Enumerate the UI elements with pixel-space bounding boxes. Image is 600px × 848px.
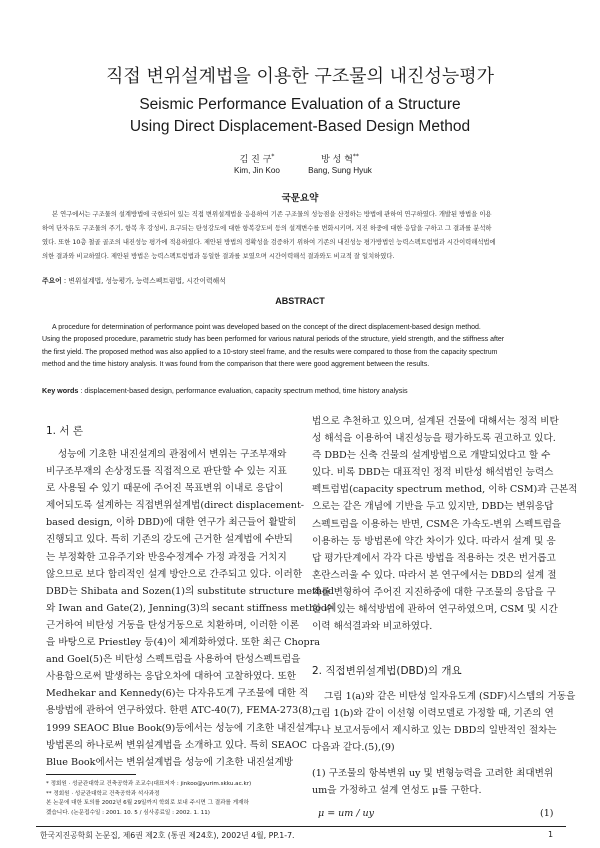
author-1-name-en: Kim, Jin Koo bbox=[234, 166, 280, 175]
author-2-name-ko: 방 성 혁 bbox=[321, 155, 353, 165]
body-line: 그림 1(b)와 같이 이선형 이력모델로 가정할 때, 기존의 연 bbox=[312, 708, 554, 720]
title-english-line-2: Using Direct Displacement-Based Design Method bbox=[129, 118, 471, 135]
korean-keywords-label: 주요어 bbox=[42, 277, 62, 285]
body-line: 이용하는 등 방법론에 약간 차이가 있다. 따라서 설계 및 응 bbox=[312, 535, 556, 547]
body-line: and Goel(5)은 비탄성 스펙트럼을 사용하여 탄성스펙트럼을 bbox=[46, 654, 301, 666]
korean-abstract-heading: 국문요약 bbox=[281, 193, 319, 204]
body-line: 다음과 같다.(5),(9) bbox=[312, 742, 395, 754]
body-line: 않으므로 보다 합리적인 설계 방안으로 간주되고 있다. 이러한 bbox=[46, 568, 303, 580]
body-line: Medhekar and Kennedy(6)는 다자유도계 구조물에 대한 적 bbox=[46, 688, 309, 700]
english-abstract-line: method and the time history analysis. It was found from the comparison that there were good aggrement between the results. bbox=[42, 361, 430, 369]
body-line: 그림 1(a)와 같은 비탄성 일자유도계 (SDF)시스템의 거동을 bbox=[324, 691, 576, 702]
author-1-name-ko: 김 진 구 bbox=[239, 155, 272, 165]
english-abstract-body bbox=[42, 322, 570, 372]
english-keywords-label: Key words bbox=[42, 386, 79, 395]
body-line: 즉 DBD는 신축 건물의 설계방법으로 개발되었다고 할 수 bbox=[312, 450, 551, 462]
footer-divider bbox=[36, 826, 566, 827]
body-line: Blue Book에서는 변위설계법을 성능에 기초한 내진설계방 bbox=[46, 756, 293, 768]
body-line: 법으로 추천하고 있으며, 설계된 건물에 대해서는 정적 비탄 bbox=[312, 416, 559, 427]
author-2-name-en: Bang, Sung Hyuk bbox=[308, 166, 372, 175]
body-line: 혼란스러울 수 있다. 따라서 본 연구에서는 DBD의 설계 절 bbox=[312, 569, 557, 581]
english-abstract-heading: ABSTRACT bbox=[275, 296, 325, 306]
korean-keywords-text: 변위설계법, 성능평가, 능력스펙트럼법, 시간이력해석 bbox=[68, 277, 226, 285]
korean-abstract-body bbox=[42, 208, 570, 264]
body-line: 방법론의 하나로써 변위설계법을 소개하고 있다. 특히 SEAOC bbox=[46, 739, 307, 751]
body-line: 와 Iwan and Gate(2), Jenning(3)의 secant stiffness method에 bbox=[46, 602, 337, 614]
korean-abstract-line: 본 연구에서는 구조물의 설계방법에 국한되어 있는 직접 변위설계법을 응용하여 기존 구조물의 성능점을 산정하는 방법에 관하여 연구하였다. 개발된 방법을 이용 bbox=[52, 211, 492, 218]
body-line: based design, 이하 DBD)에 대한 연구가 최근들어 활발히 bbox=[46, 517, 297, 529]
body-line: 사용함으로써 발생하는 응답오차에 대하여 고찰하였다. 또한 bbox=[46, 671, 296, 683]
section-1-heading: 1. 서 론 bbox=[46, 425, 83, 437]
step-line: (1) 구조물의 항복변위 uy 및 변형능력을 고려한 최대변위 bbox=[312, 768, 554, 779]
body-line: DBD는 Shibata and Sozen(1)의 substitute structure method bbox=[46, 585, 335, 597]
korean-abstract-line: 하여 단자유도 구조물의 주기, 항복 후 강성비, 요구되는 탄성강도에 대한 항복강도비 등의 설계변수를 변화시키며, 지진 하중에 대한 응답을 구하고 그 결과를 분석하 bbox=[42, 225, 492, 232]
body-line: 펙트럼법(capacity spectrum method, 이하 CSM)과 근본적 bbox=[312, 484, 578, 496]
footnote-line: ** 정회원 · 성균관대학교 건축공학과 석사과정 bbox=[46, 790, 160, 797]
body-line: 근거하여 비탄성 거동을 탄성거동으로 치환하며, 이러한 이론 bbox=[46, 619, 300, 631]
equation-1-number: (1) bbox=[540, 808, 554, 819]
body-line: 할 수 있는 해석방법에 관하여 연구하였으며, CSM 및 시간 bbox=[312, 604, 558, 616]
author-2 bbox=[300, 152, 380, 165]
english-abstract-line: A procedure for determination of performance point was developed based on the concept of the direct displacement-based design method. bbox=[52, 324, 481, 331]
english-keywords: Key words : displacement-based design, performance evaluation, capacity spectrum method, time history analysis bbox=[42, 386, 408, 395]
body-line: 이력 해석결과와 비교하였다. bbox=[312, 621, 433, 633]
korean-abstract-line: 의한 결과와 비교하였다. 제안된 방법은 능력스펙트럼법과 동일한 결과를 보였으며 시간이력해석 결과와도 비교적 잘 일치하였다. bbox=[42, 253, 395, 260]
footnote-divider bbox=[46, 774, 136, 775]
korean-keywords: 주요어 : 변위설계법, 성능평가, 능력스펙트럼법, 시간이력해석 bbox=[42, 277, 226, 285]
body-line: 을 바탕으로 Priestley 등(4)이 체계화하였다. 또한 최근 Chopra bbox=[46, 637, 321, 649]
body-line: 있다. 비록 DBD는 대표적인 정적 비탄성 해석법인 능력스 bbox=[312, 467, 554, 479]
section-2-step-1 bbox=[312, 765, 562, 799]
section-2-body bbox=[312, 688, 576, 756]
step-line: um을 가정하고 설계 연성도 μ를 구한다. bbox=[312, 785, 482, 797]
page-number: 1 bbox=[548, 830, 554, 839]
body-line: 용방법에 관하여 연구하였다. 한편 ATC-40(7), FEMA-273(8), bbox=[46, 705, 315, 717]
equation-1: μ = um / uy bbox=[318, 808, 375, 819]
title-korean: 직접 변위설계법을 이용한 구조물의 내진성능평가 bbox=[105, 66, 495, 87]
english-abstract-line: the first yield. The proposed method was also applied to a 10-story steel frame, and the results were compared to those from the capacity spectrum bbox=[42, 348, 498, 356]
footnote-line: * 정회원 · 성균관대학교 건축공학과 조교수(대표저자 : jinkoo@yurim.skku.ac.kr) bbox=[46, 781, 252, 787]
footnote-line: 본 논문에 대한 토의를 2002년 6월 29일까지 학회로 보내 주시면 그 결과를 게재하 bbox=[46, 800, 249, 807]
right-column-body bbox=[312, 413, 578, 635]
body-line: 1999 SEAOC Blue Book(9)등에서는 성능에 기초한 내진설계 bbox=[46, 722, 315, 734]
body-line: 답 평가단계에서 각각 다른 방법을 적용하는 것은 번거롭고 bbox=[312, 552, 556, 564]
body-line: 로 사용될 수 있기 때문에 주어진 목표변위 이내로 응답이 bbox=[46, 483, 284, 495]
english-keywords-text: displacement-based design, performance evaluation, capacity spectrum method, time history analysis bbox=[84, 386, 408, 395]
author-1-mark: * bbox=[271, 153, 275, 160]
body-line: 스펙트럼을 이용하는 반면, CSM은 가속도-변위 스펙트럼을 bbox=[312, 518, 562, 530]
korean-abstract-line: 였다. 또한 10층 철골 골조의 내진성능 평가에 적용하였다. 제안된 방법의 정확성을 검증하기 위하여 기존의 내진성능 평가방법인 능력스펙트럼법과 시간이력해석법에 bbox=[42, 239, 496, 246]
journal-citation: 한국지진공학회 논문집, 제6권 제2호 (통권 제24호), 2002년 4월, PP.1-7. bbox=[40, 831, 295, 840]
title-english-line-1: Seismic Performance Evaluation of a Structure bbox=[139, 96, 461, 113]
body-line: 비구조부재의 손상정도를 직접적으로 판단할 수 있는 지표 bbox=[46, 466, 287, 478]
body-line: 는 부정확한 고유주기와 반응수정계수 가정 과정을 거치지 bbox=[46, 551, 287, 563]
body-line: 차를 변형하여 주어진 지진하중에 대한 구조물의 응답을 구 bbox=[312, 586, 556, 598]
author-1 bbox=[222, 152, 292, 165]
english-abstract-line: Using the proposed procedure, parametric study has been performed for various natural periods of the structure, yield strength, and the stiffness after bbox=[42, 336, 505, 344]
body-line: 으로는 같은 개념에 기반을 두고 있지만, DBD는 변위응답 bbox=[312, 501, 554, 513]
section-1-body bbox=[46, 446, 337, 771]
body-line: 구나 보고서등에서 제시하고 있는 DBD의 일반적인 절차는 bbox=[312, 725, 557, 737]
footnote-line: 겠습니다. (논문접수일 : 2001. 10. 5 / 심사종료일 : 2002. 1. 11) bbox=[46, 809, 210, 816]
footnotes bbox=[46, 780, 296, 818]
body-line: 제어되도록 설계하는 직접변위설계법(direct displacement- bbox=[46, 500, 305, 512]
author-2-mark: ** bbox=[352, 153, 359, 160]
body-line: 성 해석을 이용하여 내진성능을 평가하도록 권고하고 있다. bbox=[312, 433, 556, 445]
section-2-heading: 2. 직접변위설계법(DBD)의 개요 bbox=[312, 665, 462, 677]
body-line: 성능에 기초한 내진설계의 관점에서 변위는 구조부재와 bbox=[58, 449, 287, 460]
body-line: 진행되고 있다. 특히 기존의 강도에 근거한 설계법에 수반되 bbox=[46, 534, 293, 546]
